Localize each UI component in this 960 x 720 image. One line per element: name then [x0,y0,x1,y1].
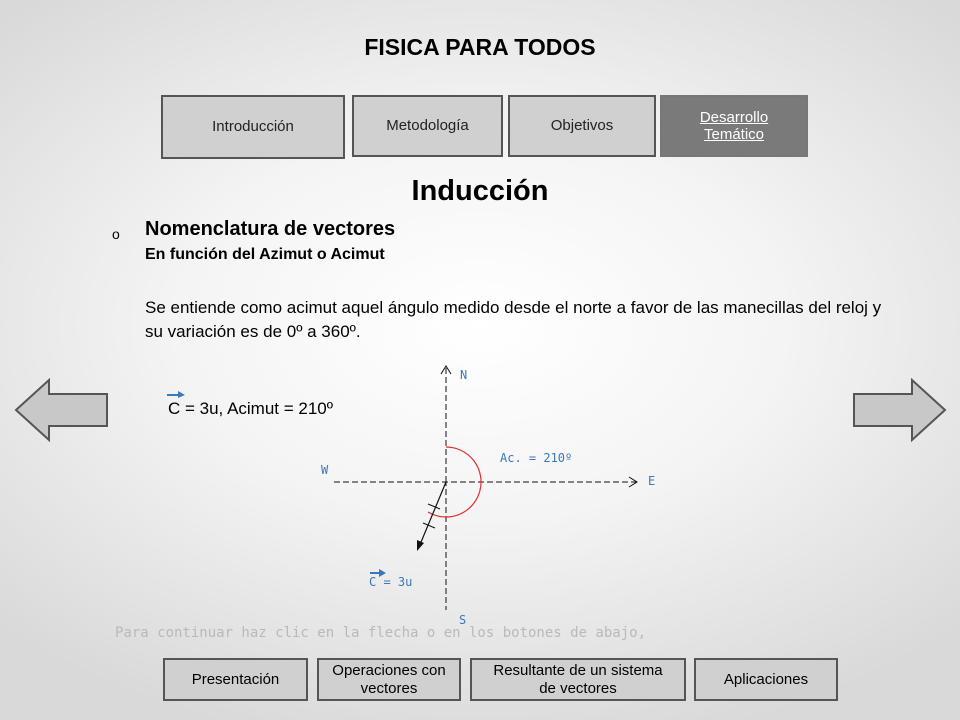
operaciones-button[interactable] [317,658,461,701]
vector-magnitude-label: C = 3u [369,575,413,589]
section-heading: Inducción [411,175,549,207]
resultante-button[interactable] [470,658,686,701]
resultante-label: Resultante de un sistema de vectores [493,661,663,697]
south-label: S [459,613,467,627]
nav-desarrollo-button[interactable] [660,95,808,157]
vector-c-line [419,482,446,547]
nav-objetivos-label: Objetivos [550,117,614,135]
back-arrow-button[interactable] [14,378,109,442]
west-label: W [321,463,329,477]
continue-hint: Para continuar haz clic en la flecha o en los botones de abajo, [115,625,647,641]
nav-objetivos-button[interactable] [508,95,656,157]
presentacion-label: Presentación [191,670,280,688]
formula-vector-arrow-icon [166,389,186,399]
nav-introduccion-label: Introducción [212,118,294,136]
azimuth-angle-label: Ac. = 210º [500,451,573,465]
vector-c-arrowhead-icon [417,540,424,551]
subtitle: Nomenclatura de vectores [145,218,396,240]
nav-metodologia-button[interactable] [352,95,503,157]
subtitle-secondary: En función del Azimut o Acimut [145,246,385,263]
presentacion-button[interactable] [163,658,308,701]
definition-paragraph: Se entiende como acimut aquel ángulo medido desde el norte a favor de las manecillas del reloj y su variación es de 0º a 360º. [145,298,882,341]
formula-text: C = 3u, Acimut = 210º [168,399,333,418]
aplicaciones-label: Aplicaciones [723,670,809,688]
nav-metodologia-label: Metodología [386,117,469,135]
nav-introduccion-button[interactable] [161,95,345,159]
bullet-marker: o [112,226,120,242]
next-arrow-button[interactable] [852,378,947,442]
operaciones-label: Operaciones con vectores [332,661,446,697]
east-label: E [648,474,656,488]
unit-tick-1 [428,504,440,509]
azimuth-diagram [310,360,670,635]
page-title: FISICA PARA TODOS [364,34,596,60]
nav-desarrollo-label: Desarrollo Temático [699,108,769,143]
north-label: N [460,368,468,382]
aplicaciones-button[interactable] [694,658,838,701]
